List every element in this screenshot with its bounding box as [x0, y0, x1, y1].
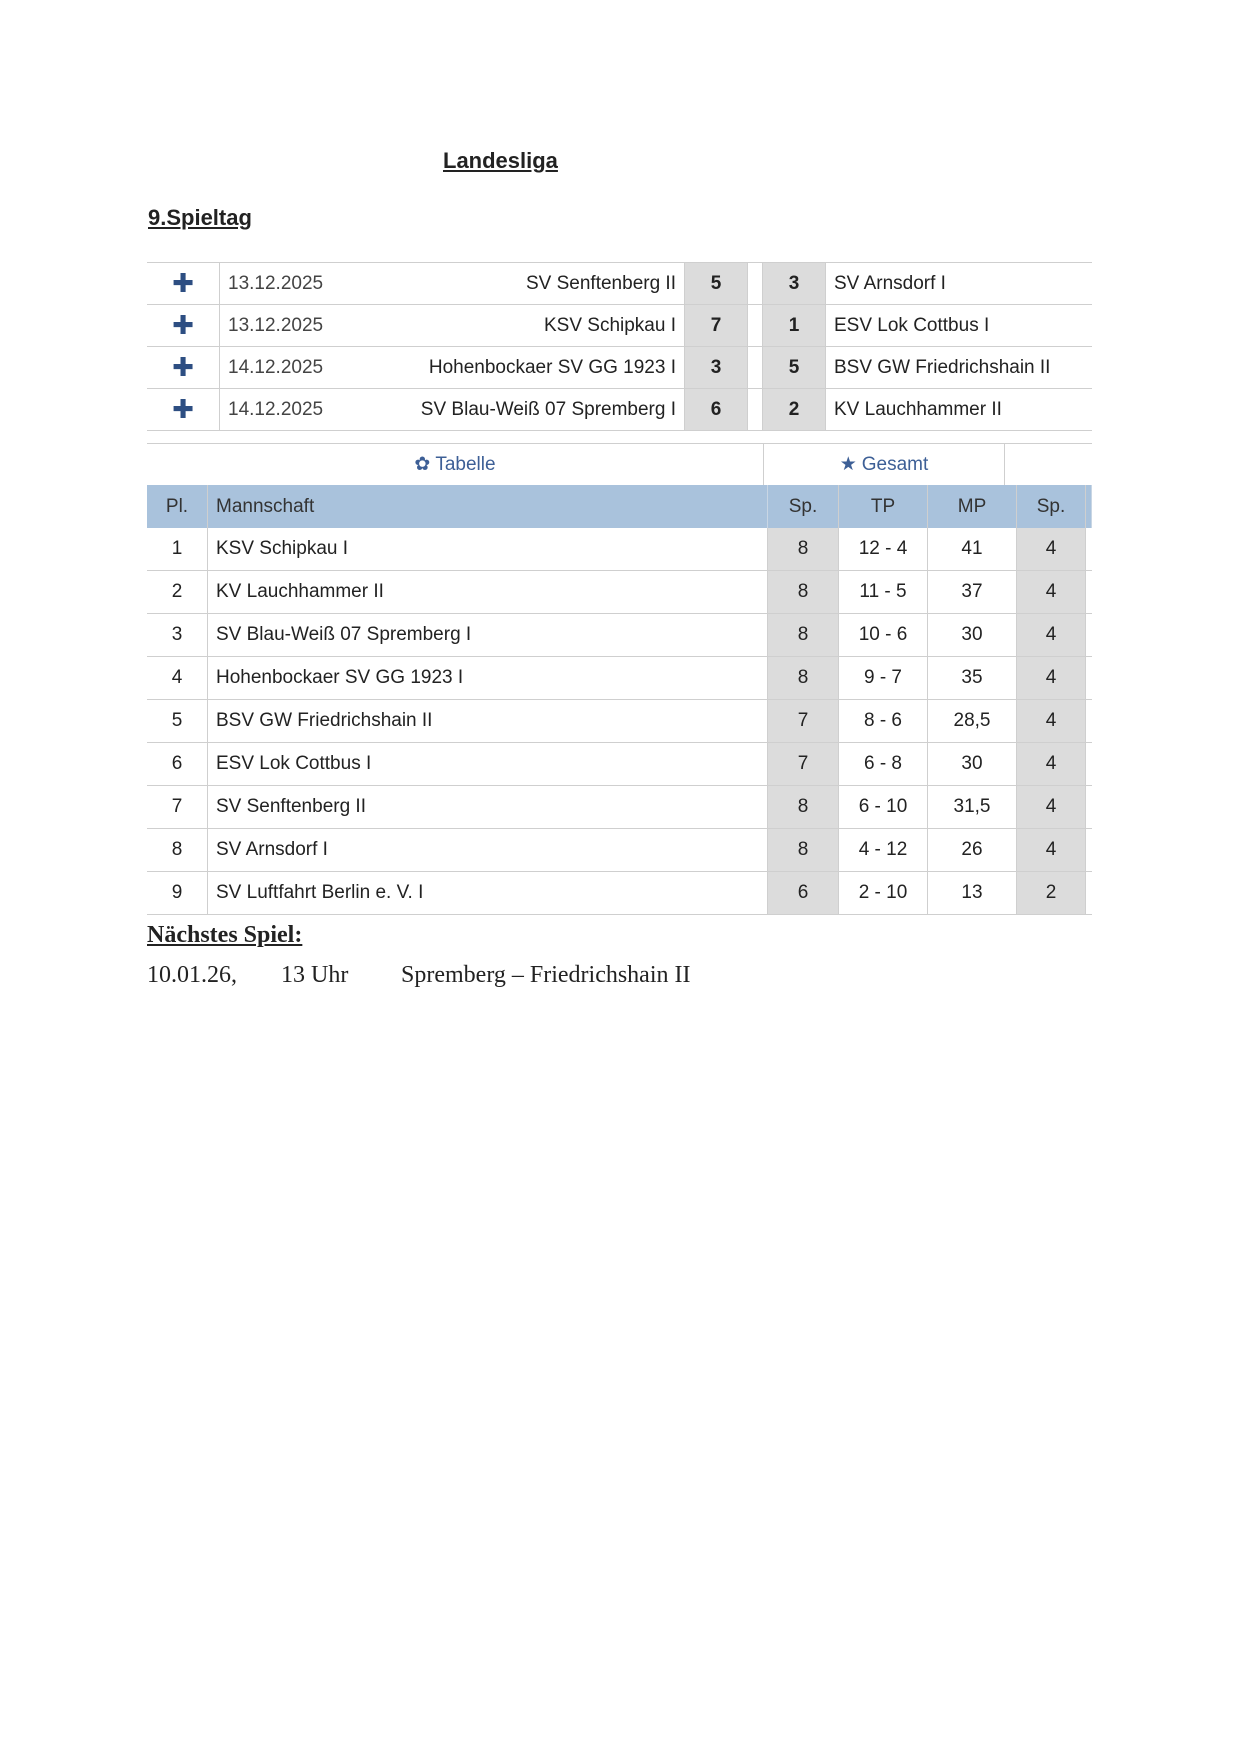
rank: 4 — [147, 657, 208, 700]
match-date: 14.12.2025 — [220, 347, 379, 389]
next-game-time: 13 Uhr — [281, 962, 349, 988]
match-points: 35 — [928, 657, 1017, 700]
match-row — [147, 263, 1092, 305]
games-played: 8 — [768, 614, 839, 657]
standings-tabbar — [147, 443, 1092, 485]
team-name: ESV Lok Cottbus I — [208, 743, 768, 786]
cut-cell — [1086, 571, 1092, 614]
team-name: SV Luftfahrt Berlin e. V. I — [208, 872, 768, 915]
games-played-home: 4 — [1017, 743, 1086, 786]
matchday-heading: 9.Spieltag — [148, 205, 252, 230]
next-game-match: Spremberg – Friedrichshain II — [401, 962, 691, 988]
home-team: KSV Schipkau I — [378, 305, 685, 347]
match-points: 30 — [928, 743, 1017, 786]
games-played: 6 — [768, 872, 839, 915]
score-gap — [748, 347, 763, 389]
table-row — [147, 528, 1092, 571]
cut-cell — [1086, 743, 1092, 786]
standings-table — [147, 485, 1092, 915]
away-team: SV Arnsdorf I — [826, 263, 1093, 305]
home-score: 5 — [685, 263, 748, 305]
games-played: 8 — [768, 571, 839, 614]
team-name: BSV GW Friedrichshain II — [208, 700, 768, 743]
tab-tabelle-label: Tabelle — [435, 453, 496, 475]
match-row — [147, 347, 1092, 389]
table-row — [147, 786, 1092, 829]
away-score: 2 — [763, 389, 826, 431]
team-points: 4 - 12 — [839, 829, 928, 872]
games-played-home: 4 — [1017, 657, 1086, 700]
team-points: 6 - 10 — [839, 786, 928, 829]
team-points: 8 - 6 — [839, 700, 928, 743]
team-name: KSV Schipkau I — [208, 528, 768, 571]
col-header-pl[interactable]: Pl. — [147, 485, 208, 528]
games-played: 8 — [768, 657, 839, 700]
away-team: ESV Lok Cottbus I — [826, 305, 1093, 347]
tab-gesamt-label: Gesamt — [861, 453, 929, 475]
team-name: SV Senftenberg II — [208, 786, 768, 829]
matches-table — [147, 262, 1092, 431]
team-points: 2 - 10 — [839, 872, 928, 915]
match-points: 31,5 — [928, 786, 1017, 829]
games-played: 8 — [768, 786, 839, 829]
games-played-home: 4 — [1017, 786, 1086, 829]
games-played-home: 4 — [1017, 614, 1086, 657]
match-row — [147, 389, 1092, 431]
col-header-sp-home[interactable]: Sp. — [1017, 485, 1086, 528]
home-team: Hohenbockaer SV GG 1923 I — [378, 347, 685, 389]
games-played-home: 4 — [1017, 700, 1086, 743]
rank: 1 — [147, 528, 208, 571]
team-points: 6 - 8 — [839, 743, 928, 786]
games-played-home: 4 — [1017, 528, 1086, 571]
away-team: KV Lauchhammer II — [826, 389, 1093, 431]
expand-plus-icon[interactable]: ✚ — [147, 263, 220, 305]
table-row — [147, 571, 1092, 614]
match-date: 13.12.2025 — [220, 263, 379, 305]
table-row — [147, 614, 1092, 657]
match-date: 13.12.2025 — [220, 305, 379, 347]
match-points: 26 — [928, 829, 1017, 872]
rank: 3 — [147, 614, 208, 657]
away-team: BSV GW Friedrichshain II — [826, 347, 1093, 389]
cut-cell — [1086, 528, 1092, 571]
rank: 2 — [147, 571, 208, 614]
match-points: 37 — [928, 571, 1017, 614]
cut-cell — [1086, 700, 1092, 743]
games-played: 7 — [768, 700, 839, 743]
games-played-home: 2 — [1017, 872, 1086, 915]
table-row — [147, 743, 1092, 786]
team-name: Hohenbockaer SV GG 1923 I — [208, 657, 768, 700]
games-played: 8 — [768, 829, 839, 872]
rank: 9 — [147, 872, 208, 915]
away-score: 1 — [763, 305, 826, 347]
expand-plus-icon[interactable]: ✚ — [147, 305, 220, 347]
games-played: 8 — [768, 528, 839, 571]
gear-icon: ✿ — [414, 454, 431, 475]
cut-cell — [1086, 657, 1092, 700]
tab-tabelle[interactable] — [147, 444, 764, 485]
match-date: 14.12.2025 — [220, 389, 379, 431]
next-game-line — [147, 962, 691, 989]
match-row — [147, 305, 1092, 347]
col-header-cut — [1086, 485, 1092, 528]
rank: 6 — [147, 743, 208, 786]
next-game-date: 10.01.26, — [147, 962, 237, 988]
match-points: 28,5 — [928, 700, 1017, 743]
match-points: 41 — [928, 528, 1017, 571]
home-score: 6 — [685, 389, 748, 431]
away-score: 3 — [763, 263, 826, 305]
home-team: SV Blau-Weiß 07 Spremberg I — [378, 389, 685, 431]
col-header-tp[interactable]: TP — [839, 485, 928, 528]
cut-cell — [1086, 829, 1092, 872]
star-icon: ★ — [839, 454, 857, 475]
expand-plus-icon[interactable]: ✚ — [147, 347, 220, 389]
table-row — [147, 872, 1092, 915]
table-row — [147, 700, 1092, 743]
next-game-heading: Nächstes Spiel: — [147, 922, 303, 948]
team-points: 12 - 4 — [839, 528, 928, 571]
home-score: 3 — [685, 347, 748, 389]
games-played: 7 — [768, 743, 839, 786]
tab-gesamt[interactable] — [764, 444, 1005, 485]
rank: 8 — [147, 829, 208, 872]
rank: 5 — [147, 700, 208, 743]
team-name: SV Arnsdorf I — [208, 829, 768, 872]
home-team: SV Senftenberg II — [378, 263, 685, 305]
games-played-home: 4 — [1017, 829, 1086, 872]
table-row — [147, 657, 1092, 700]
team-points: 9 - 7 — [839, 657, 928, 700]
rank: 7 — [147, 786, 208, 829]
col-header-mp[interactable]: MP — [928, 485, 1017, 528]
cut-cell — [1086, 872, 1092, 915]
standings-header-row — [147, 485, 1092, 528]
match-points: 13 — [928, 872, 1017, 915]
page-title: Landesliga — [443, 148, 558, 173]
cut-cell — [1086, 614, 1092, 657]
score-gap — [748, 263, 763, 305]
games-played-home: 4 — [1017, 571, 1086, 614]
team-points: 11 - 5 — [839, 571, 928, 614]
score-gap — [748, 305, 763, 347]
team-name: KV Lauchhammer II — [208, 571, 768, 614]
away-score: 5 — [763, 347, 826, 389]
table-row — [147, 829, 1092, 872]
match-points: 30 — [928, 614, 1017, 657]
expand-plus-icon[interactable]: ✚ — [147, 389, 220, 431]
team-name: SV Blau-Weiß 07 Spremberg I — [208, 614, 768, 657]
team-points: 10 - 6 — [839, 614, 928, 657]
score-gap — [748, 389, 763, 431]
cut-cell — [1086, 786, 1092, 829]
home-score: 7 — [685, 305, 748, 347]
col-header-sp[interactable]: Sp. — [768, 485, 839, 528]
col-header-mannschaft[interactable]: Mannschaft — [208, 485, 768, 528]
